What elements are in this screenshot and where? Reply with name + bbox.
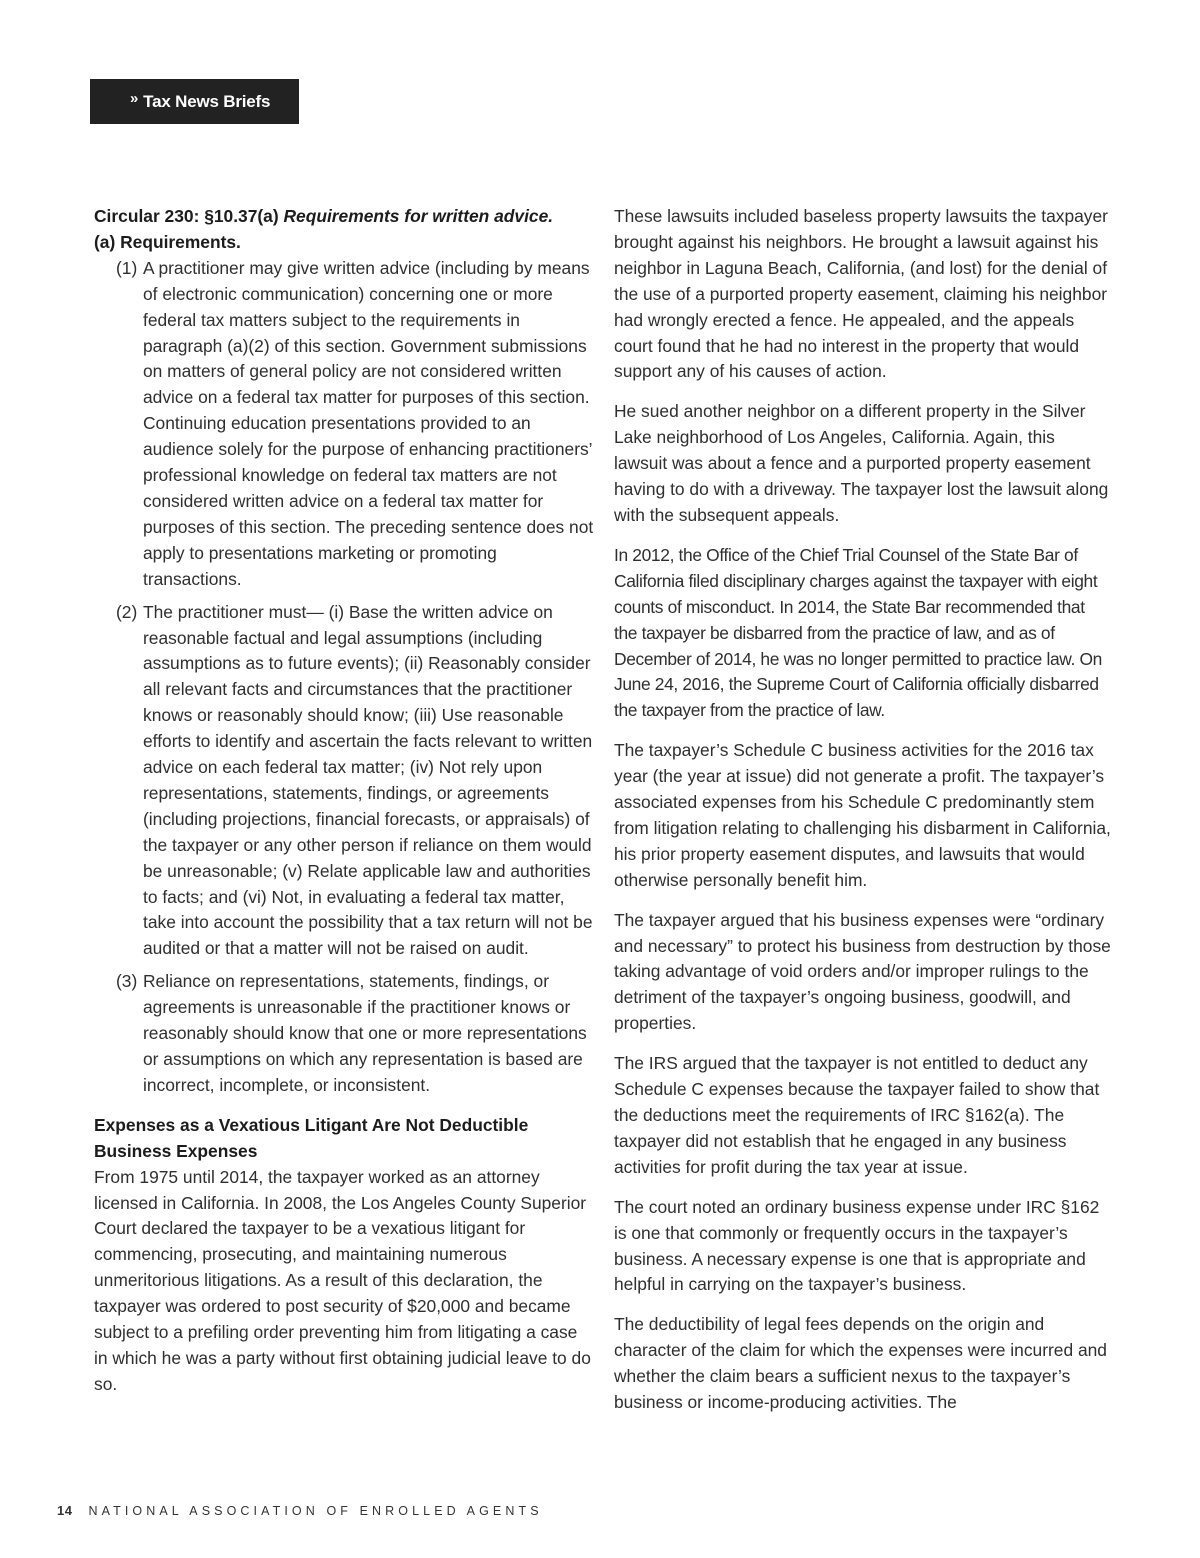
list-item [94,256,594,593]
left-column [94,204,594,1398]
paragraph: These lawsuits included baseless property lawsuits the taxpayer brought against his neighbors. He brought a lawsuit against his neighbor in Laguna Beach, California, (and lost) for the denial of the use of a purported property easement, claiming his neighbor had wrongly erected a fence. He appealed, and the appeals court found that he had no interest in the property that would support any of his causes of action. [614,206,1108,382]
list-item-text: A practitioner may give written advice (including by means of electronic communication) concerning one or more federal tax matters subject to the requirements in paragraph (a)(2) of this section. Government submissions on matters of general policy are not considered written advice on a federal tax matter for purposes of this section. Continuing education presentations provided to an audience solely for the purpose of enhancing practitioners’ professional knowledge on federal tax matters are not considered written advice on a federal tax matter for purposes of this section. The preceding sentence does not apply to presentations marketing or promoting transactions. [143,257,594,589]
circular-heading-italic: Requirements for written advice. [283,206,554,226]
section-tab-label: Tax News Briefs [143,91,271,111]
circular-heading [94,204,594,230]
chevron-right-icon: » [130,90,139,107]
list-item [94,600,594,963]
list-item-number: (2) [116,601,138,622]
paragraph: The deductibility of legal fees depends on the origin and character of the claim for which the expenses were incurred and whether the claim bears a sufficient nexus to the taxpayer’s business or income-producing activities. The [614,1314,1107,1413]
requirements-list [94,256,594,1099]
page-number: 14 [57,1503,73,1518]
section-tab [90,79,299,124]
paragraph: The court noted an ordinary business expense under IRC §162 is one that commonly or frequently occurs in the taxpayer’s business. A necessary expense is one that is appropriate and helpful in carrying on the taxpayer’s business. [614,1196,1100,1295]
requirements-subheading: (a) Requirements. [94,231,241,252]
paragraph: In 2012, the Office of the Chief Trial Counsel of the State Bar of California filed disciplinary charges against the taxpayer with eight counts of misconduct. In 2014, the State Bar recommended that the taxpayer be disbarred from the practice of law, and as of December of 2014, he was no longer permitted to practice law. On June 24, 2016, the Supreme Court of California officially disbarred the taxpayer from the practice of law. [614,544,1103,721]
paragraph: The taxpayer argued that his business expenses were “ordinary and necessary” to protect his business from destruction by those taking advantage of void orders and/or improper rulings to the detriment of the taxpayer’s ongoing business, goodwill, and properties. [614,909,1111,1034]
circular-heading-text: Circular 230: §10.37(a) [94,206,279,226]
paragraph: The IRS argued that the taxpayer is not entitled to deduct any Schedule C expenses because the taxpayer failed to show that the deductions meet the requirements of IRC §162(a). The taxpayer did not establish that he engaged in any business activities for profit during the tax year at issue. [614,1053,1100,1177]
list-item-number: (3) [116,971,138,992]
right-column [614,204,1112,1430]
paragraph: He sued another neighbor on a different property in the Silver Lake neighborhood of Los Angeles, California. Again, this lawsuit was about a fence and a purported property easement having to do with a driveway. The taxpayer lost the lawsuit along with the subsequent appeals. [614,401,1109,525]
paragraph: The taxpayer’s Schedule C business activities for the 2016 tax year (the year at issue) did not generate a profit. The taxpayer’s associated expenses from his Schedule C predominantly stem from litigation relating to challenging his disbarment in California, his prior property easement disputes, and lawsuits that would otherwise personally benefit him. [614,740,1111,890]
list-item [94,969,594,1099]
list-item-number: (1) [116,257,138,278]
article-intro: From 1975 until 2014, the taxpayer worked as an attorney licensed in California. In 2008, the Los Angeles County Superior Court declared the taxpayer to be a vexatious litigant for commencing, prosecuting, and maintaining numerous unmeritorious litigations. As a result of this declaration, the taxpayer was ordered to post security of $20,000 and became subject to a prefiling order preventing him from litigating a case in which he was a party without first obtaining judicial leave to do so. [94,1166,591,1394]
page-footer [57,1503,543,1518]
organization-name: NATIONAL ASSOCIATION OF ENROLLED AGENTS [88,1503,543,1518]
list-item-text: The practitioner must— (i) Base the written advice on reasonable factual and legal assumptions (including assumptions as to future events); (ii) Reasonably consider all relevant facts and circumstances that the practitioner knows or reasonably should know; (iii) Use reasonable efforts to identify and ascertain the facts relevant to written advice on each federal tax matter; (iv) Not rely upon representations, statements, findings, or agreements (including projections, financial forecasts, or appraisals) of the taxpayer or any other person if reliance on them would be unreasonable; (v) Relate applicable law and authorities to facts; and (vi) Not, in evaluating a federal tax matter, take into account the possibility that a tax return will not be audited or that a matter will not be raised on audit. [143,601,593,959]
list-item-text: Reliance on representations, statements, findings, or agreements is unreasonable if the practitioner knows or reasonably should know that one or more representations or assumptions on which any representation is based are incorrect, incomplete, or inconsistent. [143,971,587,1095]
article-heading: Expenses as a Vexatious Litigant Are Not Deductible Business Expenses [94,1114,529,1161]
